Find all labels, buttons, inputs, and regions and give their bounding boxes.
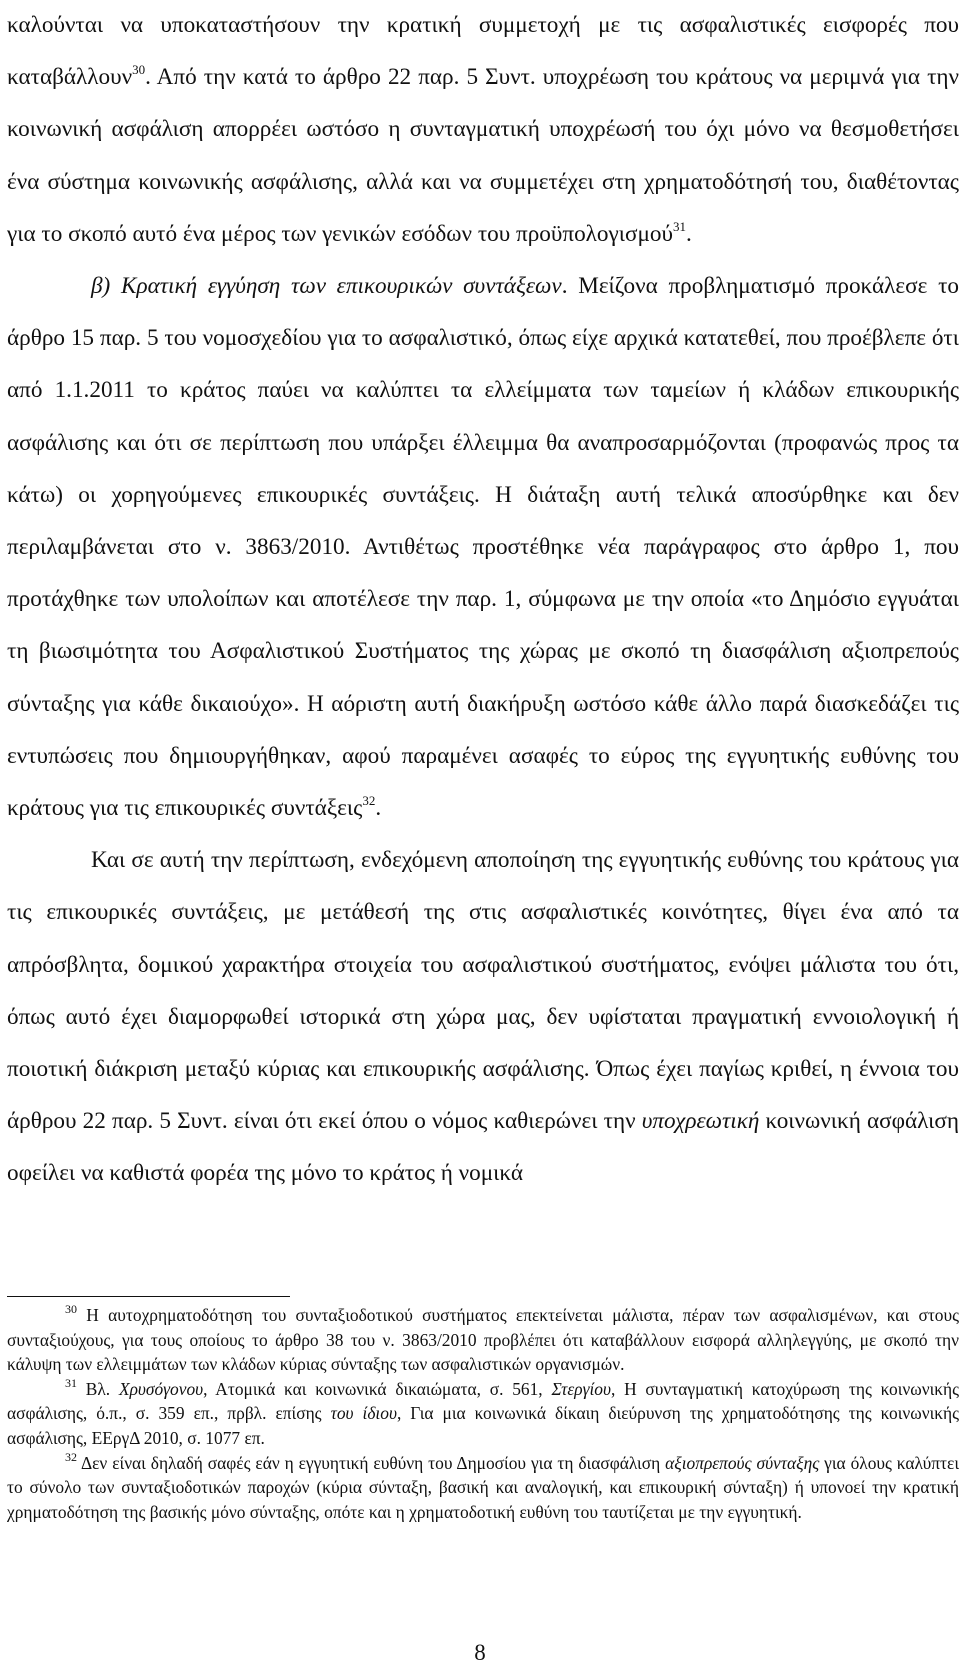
footnote-31-text-1: Βλ.	[77, 1378, 119, 1399]
section-heading: β) Κρατική εγγύηση των επικουρικών συντάξεων	[91, 273, 562, 300]
footnotes	[7, 1303, 959, 1524]
footnote-ref-32[interactable]: 32	[362, 793, 376, 809]
footnote-31	[7, 1377, 959, 1451]
body-text	[7, 0, 959, 1200]
paragraph-2-text-2: .	[375, 795, 382, 822]
paragraph-3-text-2: κοινωνική ασφάλιση οφείλει να καθιστά φορέα της μόνο το κράτος ή νομικά	[7, 1108, 959, 1187]
paragraph-3-text-1: Και σε αυτή την περίπτωση, ενδεχόμενη αποποίηση της εγγυητικής ευθύνης του κράτους για τις επικουρικές συντάξεις, με μετάθεσή της στις ασφαλιστικές κοινότητες, θίγει ένα από τα απρόσβλητα, δομικού χαρακτήρα στοιχεία του ασφαλιστικού συστήματος, ενόψει μάλιστα του ότι, όπως αυτό έχει διαμορφωθεί ιστορικά στη χώρα μας, δεν υφίσταται πραγματική εννοιολογική ή ποιοτική διάκριση μεταξύ κύριας και επικουρικής ασφάλισης. Όπως έχει παγίως κριθεί, η έννοια του άρθρου 22 παρ. 5 Συντ. είναι ότι εκεί όπου ο νόμος καθιερώνει την	[7, 847, 959, 1135]
footnote-31-text-3: , Η συνταγματική κατοχύρωση της κοινωνικής ασφάλισης, ό.π., σ. 359 επ., πρβλ. επίσης	[7, 1378, 960, 1424]
footnote-32-text-2: για όλους καλύπτει το σύνολο των συνταξιοδοτικών παροχών (κύρια σύνταξη, βασική και αναλογική, και επικουρική σύνταξη) ή υπονοεί την κρατική χρηματοδότηση της βασικής μόνο σύνταξης, οπότε και η χρηματοδοτική ευθύνη του ταυτίζεται με την εγγυητική.	[7, 1452, 959, 1522]
footnote-31-author-1: Χρυσόγονου	[118, 1378, 204, 1399]
footnote-separator	[7, 1296, 290, 1297]
paragraph-3	[7, 834, 959, 1199]
page-number: 8	[474, 1640, 486, 1665]
footnote-31-text-2: , Ατομικά και κοινωνικά δικαιώματα, σ. 561,	[203, 1378, 552, 1399]
footnote-number-32: 32	[65, 1449, 77, 1464]
paragraph-1	[7, 0, 959, 260]
footnote-30-text: Η αυτοχρηματοδότηση του συνταξιοδοτικού συστήματος επεκτείνεται μάλιστα, πέραν των ασφαλισμένων, και στους συνταξιούχους, για τους οποίους το άρθρο 38 του ν. 3863/2010 προβλέπει ότι καταβάλλουν εισφορά αλληλεγγύης, με σκοπό την κάλυψη των ελλειμμάτων των κλάδων κύριας σύνταξης των ασφαλιστικών οργανισμών.	[7, 1305, 959, 1375]
footnote-32-text-1: Δεν είναι δηλαδή σαφές εάν η εγγυητική ευθύνη του Δημοσίου για τη διασφάλιση	[77, 1452, 666, 1473]
paragraph-1-text-1: καλούνται να υποκαταστήσουν την κρατική συμμετοχή με τις ασφαλιστικές εισφορές που καταβάλλουν	[7, 12, 959, 91]
footnote-ref-30[interactable]: 30	[132, 62, 146, 78]
footnote-number-31: 31	[65, 1375, 77, 1390]
paragraph-1-text-2: . Από την κατά το άρθρο 22 παρ. 5 Συντ. υποχρέωση του κράτους να μεριμνά για την κοινωνική ασφάλιση απορρέει ωστόσο η συνταγματική υποχρέωσή του όχι μόνο να θεσμοθετήσει ένα σύστημα κοινωνικής ασφάλισης, αλλά και να συμμετέχει στη χρηματοδότησή του, διαθέτοντας για το σκοπό αυτό ένα μέρος των γενικών εσόδων του προϋπολογισμού	[7, 64, 959, 247]
footnote-31-author-3: του ίδιου	[330, 1403, 397, 1424]
footnote-ref-31[interactable]: 31	[672, 218, 686, 234]
paragraph-3-emphasis: υποχρεωτική	[641, 1108, 760, 1135]
paragraph-2	[7, 260, 959, 834]
footnote-32-emphasis: αξιοπρεπούς σύνταξης	[665, 1452, 820, 1473]
paragraph-2-text-1: . Μείζονα προβληματισμό προκάλεσε το άρθρο 15 παρ. 5 του νομοσχεδίου για το ασφαλιστικό, όπως είχε αρχικά κατατεθεί, που προέβλεπε ότι από 1.1.2011 το κράτος παύει να καλύπτει τα ελλείμματα των ταμείων ή κλάδων επικουρικής ασφάλισης και ότι σε περίπτωση που υπάρξει έλλειμμα θα αναπροσαρμόζονται (προφανώς προς τα κάτω) οι χορηγούμενες επικουρικές συντάξεις. Η διάταξη αυτή τελικά αποσύρθηκε και δεν περιλαμβάνεται στο ν. 3863/2010. Αντιθέτως προστέθηκε νέα παράγραφος στο άρθρο 1, που προτάχθηκε των υπολοίπων και αποτέλεσε την παρ. 1, σύμφωνα με την οποία «το Δημόσιο εγγυάται τη βιωσιμότητα του Ασφαλιστικού Συστήματος της χώρας με σκοπό τη διασφάλιση αξιοπρεπούς σύνταξης για κάθε δικαιούχο». Η αόριστη αυτή διακήρυξη ωστόσο κάθε άλλο παρά διασκεδάζει τις εντυπώσεις που δημιουργήθηκαν, αφού παραμένει ασαφές το εύρος της εγγυητικής ευθύνης του κράτους για τις επικουρικές συντάξεις	[7, 273, 960, 822]
footnote-30	[7, 1303, 959, 1377]
footnote-32	[7, 1451, 959, 1525]
footnote-31-author-2: Στεργίου	[551, 1378, 611, 1399]
footnote-number-30: 30	[65, 1302, 77, 1316]
paragraph-1-text-3: .	[685, 220, 692, 247]
footnote-31-text-4: , Για μια κοινωνικά δίκαιη διεύρυνση της χρηματοδότησης της κοινωνικής ασφάλισης, ΕΕργΔ 2010, σ. 1077 επ.	[7, 1403, 960, 1448]
